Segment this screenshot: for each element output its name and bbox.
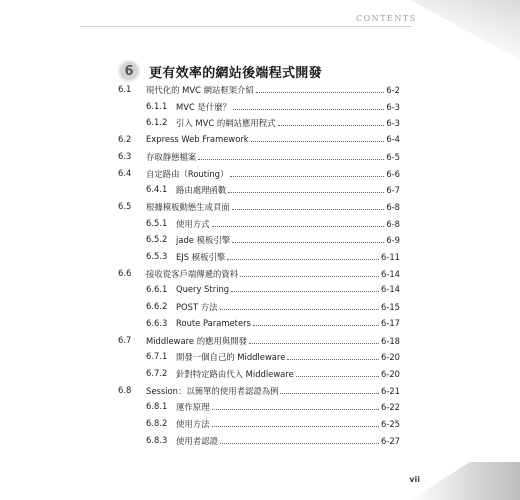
toc-entry-page: 6-11	[380, 252, 400, 262]
toc-entry-page: 6-14	[380, 268, 400, 279]
toc-entry-page: 6-20	[380, 368, 400, 379]
toc-entry-number: 6.6.1	[146, 284, 168, 295]
dot-leader	[249, 343, 379, 344]
chapter-heading	[118, 60, 322, 82]
toc-entry-number: 6.7	[118, 334, 132, 345]
dot-leader	[220, 309, 379, 310]
toc-entry-number: 6.8.1	[146, 401, 168, 412]
dot-leader	[232, 242, 384, 243]
toc-entry-page: 6-8	[386, 201, 400, 212]
header-rule	[80, 26, 412, 27]
dot-leader	[232, 209, 385, 210]
toc-entry-page: 6-3	[386, 118, 400, 129]
chapter-number-badge: 6	[118, 60, 140, 82]
toc-entry-number: 6.5.2	[146, 234, 168, 245]
toc-entry[interactable]	[0, 401, 520, 415]
toc-entry-number: 6.1.1	[146, 100, 168, 111]
toc-entry-page: 6-3	[386, 101, 400, 112]
toc-entry-number: 6.6	[118, 267, 132, 278]
dot-leader	[220, 443, 379, 444]
dot-leader	[251, 141, 385, 142]
toc-entry-title: jade 模板引擎	[176, 235, 231, 246]
toc-entry-number: 6.8.3	[146, 434, 168, 445]
toc-entry-page: 6-4	[386, 134, 400, 145]
toc-entry-number: 6.7.2	[146, 367, 168, 378]
toc-entry-title: 開發一個自己的 Middleware	[176, 352, 286, 363]
dot-leader	[280, 393, 379, 394]
toc-entry-title: Query String	[176, 284, 230, 295]
toc-entry[interactable]	[0, 84, 520, 98]
toc-entry-page: 6-8	[386, 218, 400, 229]
toc-entry[interactable]	[0, 284, 520, 298]
dot-leader	[198, 159, 384, 160]
toc-entry[interactable]	[0, 218, 520, 232]
dot-leader	[212, 226, 385, 227]
toc-entry-title: Express Web Framework	[146, 134, 249, 145]
running-header: CONTENTS	[356, 14, 417, 23]
toc-entry-title: 使用方法	[176, 419, 210, 429]
footer-tab-decoration	[410, 462, 520, 500]
dot-leader	[278, 125, 385, 126]
toc-entry[interactable]	[0, 134, 520, 148]
toc-entry[interactable]	[0, 385, 520, 399]
toc-entry-number: 6.8.2	[146, 418, 168, 428]
toc-entry-title: 根據模板動態生成頁面	[146, 201, 230, 212]
toc-entry-page: 6-9	[386, 235, 400, 246]
toc-entry-title: Route Parameters	[176, 317, 251, 328]
toc-entry-title: 路由處理函數	[176, 185, 227, 196]
toc-entry-page: 6-2	[386, 85, 400, 95]
toc-entry-number: 6.5	[118, 200, 132, 211]
toc-entry-title: POST 方法	[176, 302, 218, 313]
toc-entry[interactable]	[0, 251, 520, 265]
toc-entry[interactable]	[0, 168, 520, 182]
toc-entry-page: 6-5	[386, 151, 400, 162]
toc-entry[interactable]	[0, 201, 520, 215]
toc-entry-page: 6-22	[380, 402, 400, 413]
toc-entry-page: 6-7	[386, 185, 400, 196]
dot-leader	[296, 376, 379, 377]
dot-leader	[240, 276, 379, 277]
dot-leader	[227, 259, 379, 260]
toc-entry-number: 6.2	[118, 134, 132, 145]
toc-entry-number: 6.3	[118, 150, 132, 161]
toc-entry-number: 6.7.1	[146, 351, 168, 362]
toc-entry-title: 使用者認證	[176, 435, 218, 446]
toc-entry[interactable]	[0, 418, 520, 432]
toc-entry-title: MVC 是什麼？	[176, 101, 231, 112]
toc-entry-page: 6-14	[380, 284, 400, 295]
toc-entry-number: 6.5.1	[146, 217, 168, 228]
page-curl-decoration	[410, 0, 520, 60]
toc-entry[interactable]	[0, 318, 520, 332]
toc-entry-number: 6.6.2	[146, 301, 168, 312]
toc-entry-page: 6-20	[380, 352, 400, 363]
dot-leader	[287, 359, 379, 360]
toc-entry-page: 6-17	[380, 317, 400, 328]
dot-leader	[230, 176, 384, 177]
toc-entry-number: 6.4.1	[146, 184, 168, 195]
toc-entry[interactable]	[0, 435, 520, 449]
toc-entry-title: 使用方式	[176, 218, 210, 229]
dot-leader	[253, 325, 379, 326]
toc-entry-title: 接收從客戶端傳遞的資料	[146, 268, 239, 279]
toc-entry[interactable]	[0, 184, 520, 198]
dot-leader	[256, 92, 384, 93]
toc-entry-title: 運作原理	[176, 402, 210, 413]
toc-entry[interactable]	[0, 151, 520, 165]
toc-entry-title: Middleware 的應用與開發	[146, 335, 247, 346]
toc-entry-number: 6.8	[118, 384, 132, 395]
toc-entry-title: 針對特定路由代入 Middleware	[176, 368, 294, 379]
toc-entry-number: 6.1.2	[146, 117, 168, 128]
toc-entry-title: Session：以簡單的使用者認證為例	[146, 385, 279, 396]
toc-entry-title: EJS 模板引擎	[176, 252, 226, 262]
toc-entry-number: 6.1	[118, 84, 132, 94]
toc-entry-page: 6-18	[380, 335, 400, 346]
toc-entry[interactable]	[0, 117, 520, 131]
folio-page-number: vii	[409, 475, 420, 484]
toc-entry-title: 自定路由（Routing）	[146, 168, 229, 179]
toc-entry-title: 存取靜態檔案	[146, 151, 197, 162]
toc-entry[interactable]	[0, 268, 520, 282]
toc-entry[interactable]	[0, 301, 520, 315]
toc-entry-title: 現代化的 MVC 網站框架介紹	[146, 85, 254, 95]
toc-entry[interactable]	[0, 101, 520, 115]
toc-entry-page: 6-27	[380, 435, 400, 446]
chapter-title: 更有效率的網站後端程式開發	[149, 65, 322, 81]
toc-entry-page: 6-15	[380, 302, 400, 313]
toc-entry-page: 6-6	[386, 168, 400, 179]
toc-entry[interactable]	[0, 335, 520, 349]
dot-leader	[233, 109, 384, 110]
toc-entry-number: 6.5.3	[146, 251, 168, 261]
toc-entry-number: 6.4	[118, 167, 132, 178]
toc-entry-title: 引入 MVC 的網站應用程式	[176, 118, 276, 129]
toc-entry-page: 6-25	[380, 419, 400, 429]
toc-entry[interactable]	[0, 351, 520, 365]
toc-entry-number: 6.6.3	[146, 317, 168, 328]
toc-entry-page: 6-21	[380, 385, 400, 396]
toc-entry[interactable]	[0, 234, 520, 248]
dot-leader	[228, 192, 384, 193]
dot-leader	[231, 291, 379, 292]
dot-leader	[212, 409, 379, 410]
toc-entry[interactable]	[0, 368, 520, 382]
dot-leader	[212, 426, 379, 427]
